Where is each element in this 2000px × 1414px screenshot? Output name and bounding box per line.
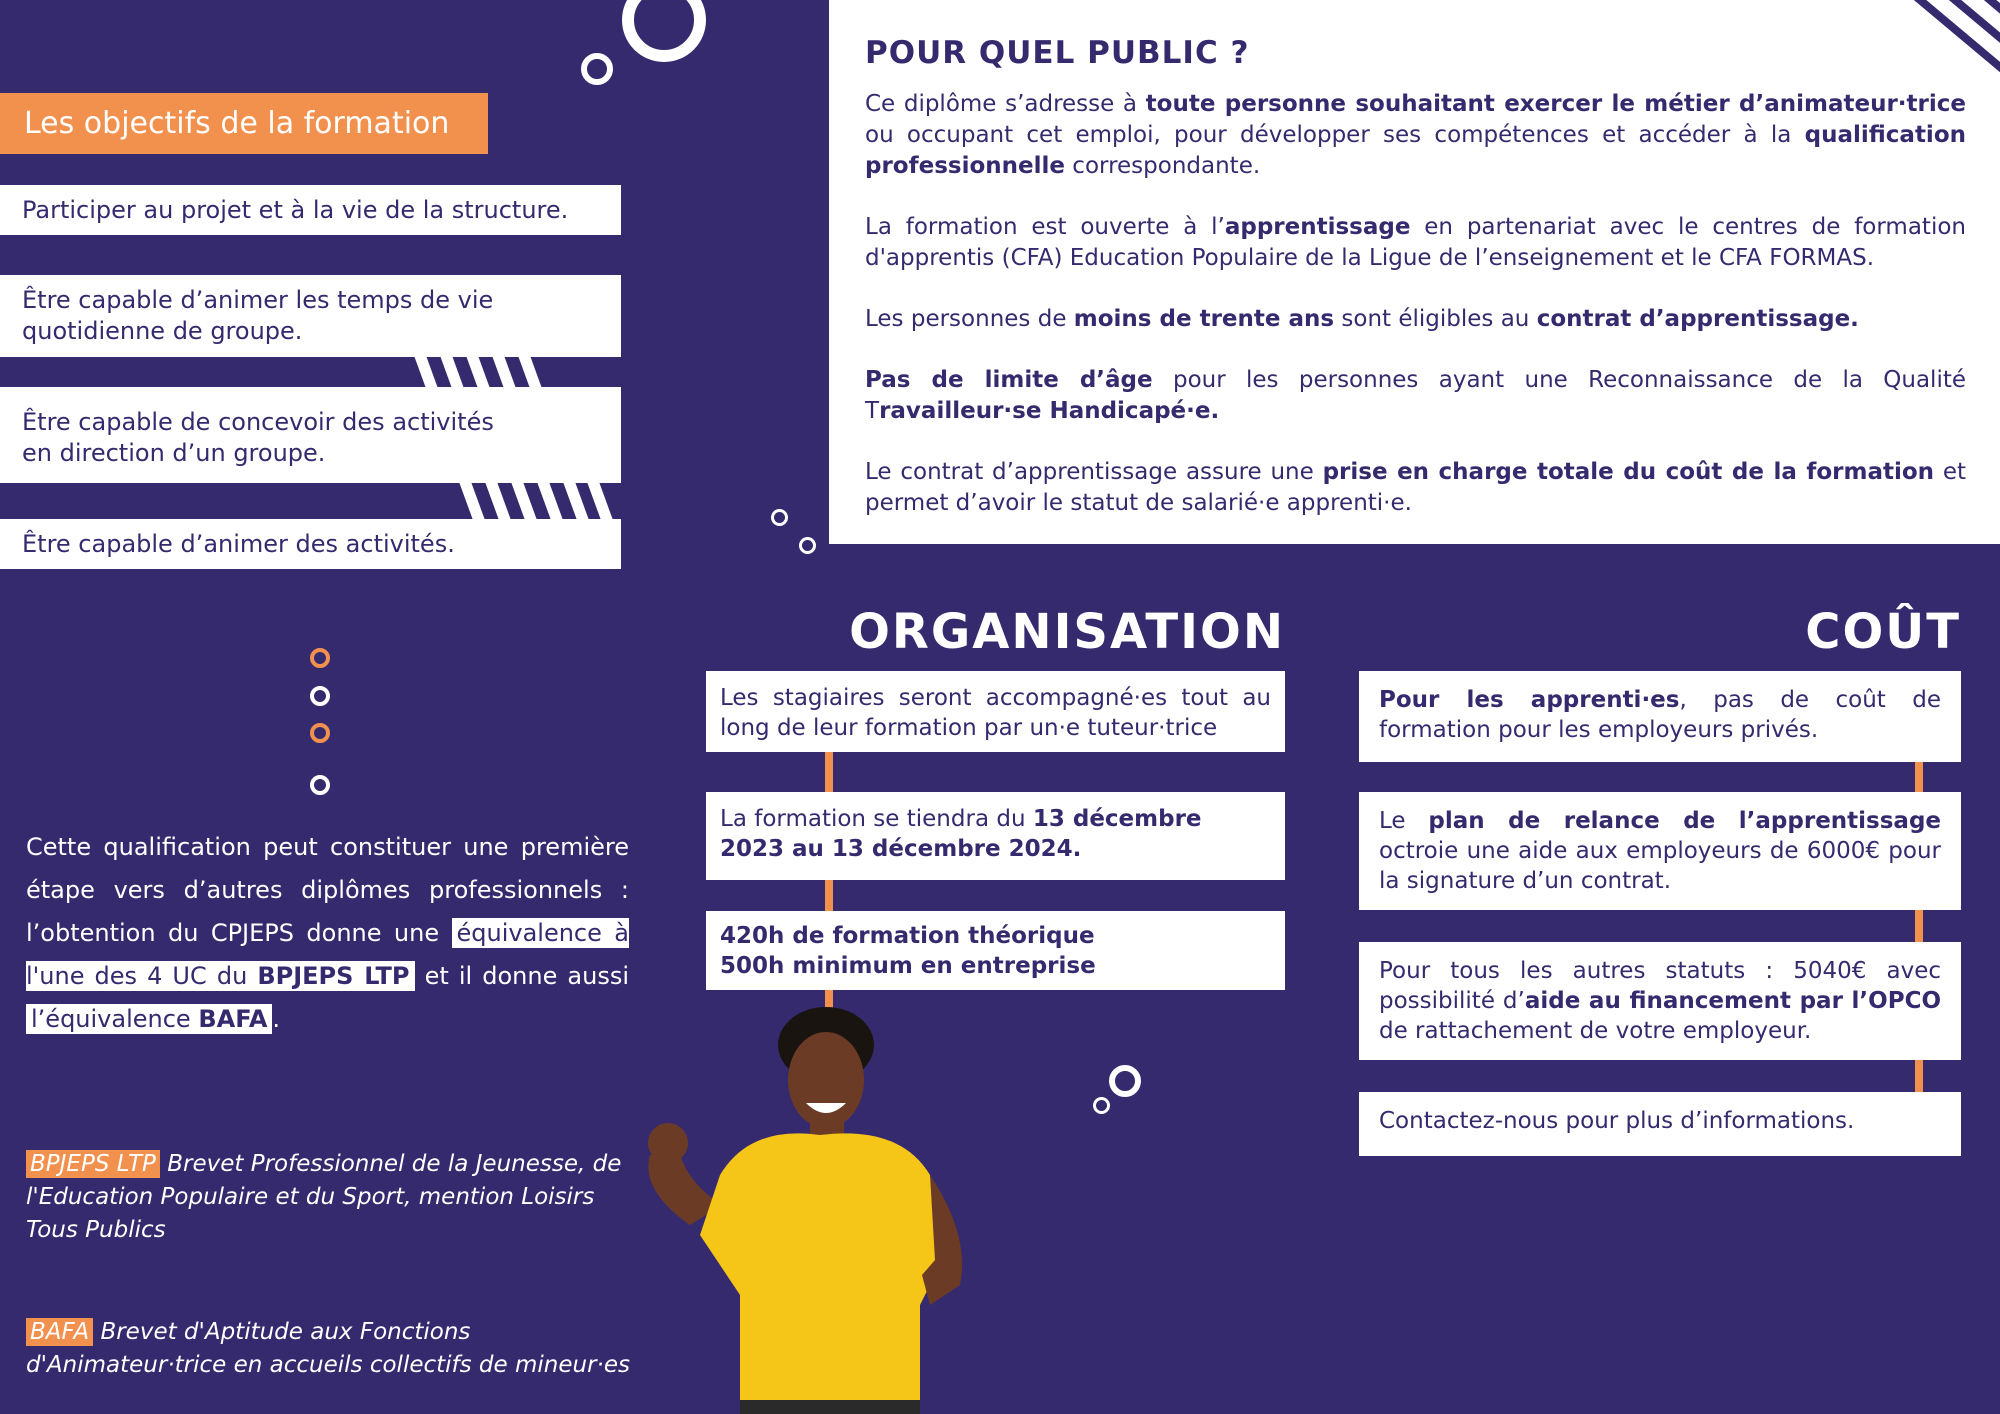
ring-decoration-tiny-2 (799, 537, 816, 554)
bold-text: 13 décembre 2023 au 13 décembre 2024. (720, 806, 1202, 862)
objective-text: Être capable d’animer les temps de vie quotidienne de groupe. (22, 286, 494, 345)
objectives-title: Les objectifs de la formation (0, 93, 488, 154)
bold-text: BPJEPS LTP (257, 962, 410, 990)
public-paragraph-1 (865, 89, 1966, 182)
bold-text: prise en charge totale du coût de la formation (1322, 459, 1935, 485)
organisation-box-3 (706, 911, 1285, 990)
text: pour les personnes ayant une Reconnaissance de la Qualité T (865, 367, 1967, 424)
definition-tag: BPJEPS LTP (26, 1150, 160, 1178)
bold-text: plan de relance de l’apprentissage (1428, 808, 1942, 834)
text: sont éligibles au (1334, 306, 1537, 332)
definition-tag: BAFA (26, 1318, 93, 1346)
definition-bafa (26, 1316, 636, 1382)
text: 420h de formation théorique (720, 923, 1095, 949)
bold-text: BAFA (198, 1005, 268, 1033)
cout-box-3 (1359, 942, 1961, 1060)
objective-text: Être capable de concevoir des activités en direction d’un groupe. (22, 408, 494, 467)
dot-decoration-3 (310, 723, 330, 743)
objective-item-2 (0, 275, 621, 357)
objective-item-1 (0, 185, 621, 235)
public-paragraph-3 (865, 304, 1966, 335)
public-paragraph-5 (865, 457, 1966, 519)
text: 500h minimum en entreprise (720, 953, 1096, 979)
bold-text: moins de trente ans (1073, 306, 1335, 332)
ring-decoration-small-2 (1093, 1097, 1110, 1114)
bold-text: contrat d’apprentissage. (1536, 306, 1859, 332)
qualification-text (26, 826, 629, 1041)
text: . (272, 1005, 281, 1033)
text: octroie une aide aux employeurs de 6000€ pour la signature d’un contrat. (1379, 838, 1941, 894)
stripes-decoration-2 (466, 483, 616, 519)
bold-text: aide au financement par l’OPCO (1524, 988, 1942, 1014)
text: Le contrat d’apprentissage assure une (865, 459, 1323, 485)
dot-decoration-4 (310, 775, 330, 795)
objective-text: Participer au projet et à la vie de la structure. (22, 196, 569, 224)
public-paragraph-2 (865, 212, 1966, 274)
highlight (26, 1004, 272, 1034)
bold-text: qualification professionnelle (865, 122, 1966, 179)
text: de rattachement de votre employeur. (1379, 1018, 1812, 1044)
text: Ce diplôme s’adresse à (865, 91, 1146, 117)
bold-text: Pas de limite d’âge (865, 367, 1153, 393)
ring-decoration-tiny-1 (771, 509, 788, 526)
text: ou occupant cet emploi, pour développer ses compétences et accéder à la (865, 122, 1805, 148)
text: Le (1379, 808, 1429, 834)
text: Les personnes de (865, 306, 1074, 332)
text: l’équivalence (31, 1005, 199, 1033)
public-section (829, 0, 2000, 544)
objective-item-4 (0, 519, 621, 569)
objective-text: Être capable d’animer des activités. (22, 530, 455, 558)
text: Contactez-nous pour plus d’informations. (1379, 1108, 1855, 1134)
cout-title: COÛT (1805, 604, 1961, 660)
bold-text: apprentissage (1224, 214, 1411, 240)
bold-text: ravailleur·se Handicapé·e. (879, 398, 1220, 424)
dot-decoration-1 (310, 648, 330, 668)
definition-bpjeps (26, 1148, 636, 1247)
ring-decoration-medium (1109, 1065, 1141, 1097)
bold-text: toute personne souhaitant exercer le métier d’animateur·trice (1145, 91, 1966, 117)
text: et permet d’avoir le statut de salarié·e apprenti·e. (865, 459, 1967, 516)
cout-box-2 (1359, 792, 1961, 910)
text: La formation est ouverte à l’ (865, 214, 1225, 240)
definition-text: Brevet d'Aptitude aux Fonctions d'Animateur·trice en accueils collectifs de mineur·es (26, 1319, 630, 1378)
organisation-box-2 (706, 792, 1285, 880)
ring-decoration-large (622, 0, 706, 62)
organisation-box-1 (706, 671, 1285, 752)
stripes-decoration-1 (420, 357, 560, 387)
text: Pour tous les autres statuts : 5040€ avec possibilité d’ (1379, 958, 1941, 1014)
text: en partenariat avec le centres de formation d'apprentis (CFA) Education Populaire de la Ligue de l’enseignement et le CFA FORMAS. (865, 214, 1966, 271)
text: équivalence à l'une des 4 UC du (26, 919, 630, 990)
corner-stripes-decoration (1880, 0, 2000, 90)
definition-text: Brevet Professionnel de la Jeunesse, de l'Education Populaire et du Sport, mention Loisirs Tous Publics (26, 1151, 622, 1243)
person-photo (630, 1005, 1040, 1414)
text: Les stagiaires seront accompagné·es tout au long de leur formation par un·e tuteur·trice (720, 685, 1271, 741)
public-paragraph-4 (865, 365, 1966, 427)
cout-box-1 (1359, 671, 1961, 762)
dot-decoration-2 (310, 686, 330, 706)
text: correspondante. (1065, 153, 1261, 179)
text: , pas de coût de formation pour les employeurs privés. (1379, 687, 1942, 743)
cout-box-4 (1359, 1092, 1961, 1156)
bold-text: Pour les apprenti·es (1379, 687, 1680, 713)
text: La formation se tiendra du (720, 806, 1033, 832)
public-title: POUR QUEL PUBLIC ? (865, 35, 1250, 71)
objective-item-3 (0, 387, 621, 483)
ring-decoration-small (581, 53, 613, 85)
organisation-title: ORGANISATION (849, 604, 1285, 660)
text: et il donne aussi (414, 962, 630, 990)
text: Cette qualification peut constituer une première étape vers d’autres diplômes professionnels : l’obtention du CPJEPS donne une (26, 833, 629, 947)
